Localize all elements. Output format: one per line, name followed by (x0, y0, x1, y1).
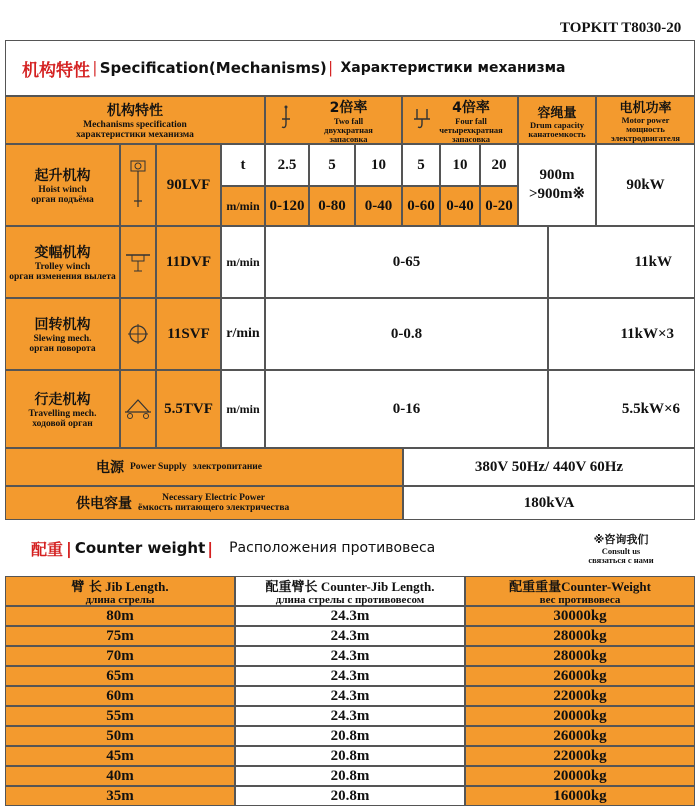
cw-cell: 24.3m (235, 686, 465, 706)
hoist-load: 5 (309, 144, 355, 186)
motor-power-header: 电机功率 Motor power мощность электродвигателя (596, 96, 695, 144)
cw-cell: 28000kg (465, 626, 695, 646)
cw-cell: 55m (5, 706, 235, 726)
cw-cell: 35m (5, 786, 235, 806)
slewing-speed: 0-0.8 (265, 298, 548, 370)
hoist-winch-icon (127, 157, 149, 213)
hoist-load: 2.5 (265, 144, 309, 186)
cw-cell: 24.3m (235, 706, 465, 726)
cw-cell: 24.3m (235, 626, 465, 646)
hook-icon (278, 105, 294, 133)
cw-cell: 24.3m (235, 666, 465, 686)
cw-cell: 20.8m (235, 786, 465, 806)
two-fall-header: 2倍率 Two fall двухкратная запасовка (265, 96, 402, 144)
hoist-power: 90kW (596, 144, 695, 226)
cw-cell: 50m (5, 726, 235, 746)
hoist-model: 90LVF (156, 144, 221, 226)
trolley-model: 11DVF (156, 226, 221, 298)
mechanism-section-header (5, 40, 695, 96)
cw-cell: 24.3m (235, 646, 465, 666)
cw-cell: 80m (5, 606, 235, 626)
travelling-icon (123, 398, 153, 420)
slewing-power: 11kW×3 (548, 298, 695, 370)
cw-cell: 26000kg (465, 666, 695, 686)
hoist-load: 20 (480, 144, 518, 186)
cw-cell: 26000kg (465, 726, 695, 746)
hoist-load: 5 (402, 144, 440, 186)
cw-cell: 45m (5, 746, 235, 766)
header-en: Specification(Mechanisms) (99, 59, 327, 77)
cw-cell: 20.8m (235, 746, 465, 766)
hoist-unit: m/min (221, 186, 265, 226)
hoist-load: 10 (355, 144, 402, 186)
slewing-model: 11SVF (156, 298, 221, 370)
cw-cell: 22000kg (465, 746, 695, 766)
cw-cell: 30000kg (465, 606, 695, 626)
hoist-speed: 0-20 (480, 186, 518, 226)
electric-power-value: 180kVA (403, 486, 695, 520)
trolley-winch-icon (124, 247, 152, 277)
cw-cell: 20.8m (235, 726, 465, 746)
travel-power: 5.5kW×6 (548, 370, 695, 448)
electric-power-label: 供电容量 Necessary Electric Power ёмкость питающего электричества (5, 486, 403, 520)
jib-length-header: 臂 长 Jib Length. длина стрелы (5, 576, 235, 606)
hoist-label: 起升机构 Hoist winch орган подъёма (5, 144, 120, 226)
travel-icon-cell (120, 370, 156, 448)
cw-cell: 24.3m (235, 606, 465, 626)
hoist-speed: 0-80 (309, 186, 355, 226)
header-ru: Характеристики механизма (340, 60, 566, 76)
power-supply-label: 电源 Power Supply электропитание (5, 448, 403, 486)
four-fall-header: 4倍率 Four fall четырехкратная запасовка (402, 96, 518, 144)
hoist-speed: 0-120 (265, 186, 309, 226)
counter-weight-col-header: 配重重量Counter-Weight вес противовеса (465, 576, 695, 606)
cw-cell: 60m (5, 686, 235, 706)
travel-speed: 0-16 (265, 370, 548, 448)
hoist-icon-cell (120, 144, 156, 226)
model-title: TOPKIT T8030-20 (560, 20, 682, 36)
counter-weight-header: 配重 | Counter weight | Расположения противовеса (31, 538, 436, 559)
hoist-drum-capacity: 900m >900m※ (518, 144, 596, 226)
cw-cell: 75m (5, 626, 235, 646)
hoist-speed: 0-40 (440, 186, 480, 226)
trolley-speed: 0-65 (265, 226, 548, 298)
consult-note: ※咨询我们 Consult us связаться с нами (588, 533, 654, 565)
cw-cell: 20000kg (465, 766, 695, 786)
cw-cell: 65m (5, 666, 235, 686)
spec-header-cell: 机构特性 Mechanisms specification характеристики механизма (5, 96, 265, 144)
travel-unit: m/min (221, 370, 265, 448)
cw-cell: 20.8m (235, 766, 465, 786)
counter-weight-table (5, 576, 695, 806)
header-sep: | (93, 58, 97, 77)
travel-model: 5.5TVF (156, 370, 221, 448)
hoist-load: 10 (440, 144, 480, 186)
slewing-label: 回转机构 Slewing mech. орган поворота (5, 298, 120, 370)
cw-cell: 28000kg (465, 646, 695, 666)
cw-cell: 20000kg (465, 706, 695, 726)
travel-label: 行走机构 Travelling mech. ходовой орган (5, 370, 120, 448)
trolley-unit: m/min (221, 226, 265, 298)
cw-cell: 22000kg (465, 686, 695, 706)
counter-jib-length-header: 配重臂长 Counter-Jib Length. длина стрелы с противовесом (235, 576, 465, 606)
hoist-t-label: t (221, 144, 265, 186)
slewing-unit: r/min (221, 298, 265, 370)
slewing-icon (126, 322, 150, 346)
cw-cell: 70m (5, 646, 235, 666)
header-sep2: | (328, 58, 333, 77)
trolley-label: 变幅机构 Trolley winch орган изменения вылета (5, 226, 120, 298)
slewing-icon-cell (120, 298, 156, 370)
hoist-speed: 0-60 (402, 186, 440, 226)
drum-capacity-header: 容绳量 Drum capacity канатоемкость (518, 96, 596, 144)
power-supply-value: 380V 50Hz/ 440V 60Hz (403, 448, 695, 486)
trolley-icon-cell (120, 226, 156, 298)
trolley-power: 11kW (548, 226, 695, 298)
header-cn: 机构特性 (22, 60, 90, 81)
cw-cell: 16000kg (465, 786, 695, 806)
hoist-speed: 0-40 (355, 186, 402, 226)
cw-cell: 40m (5, 766, 235, 786)
